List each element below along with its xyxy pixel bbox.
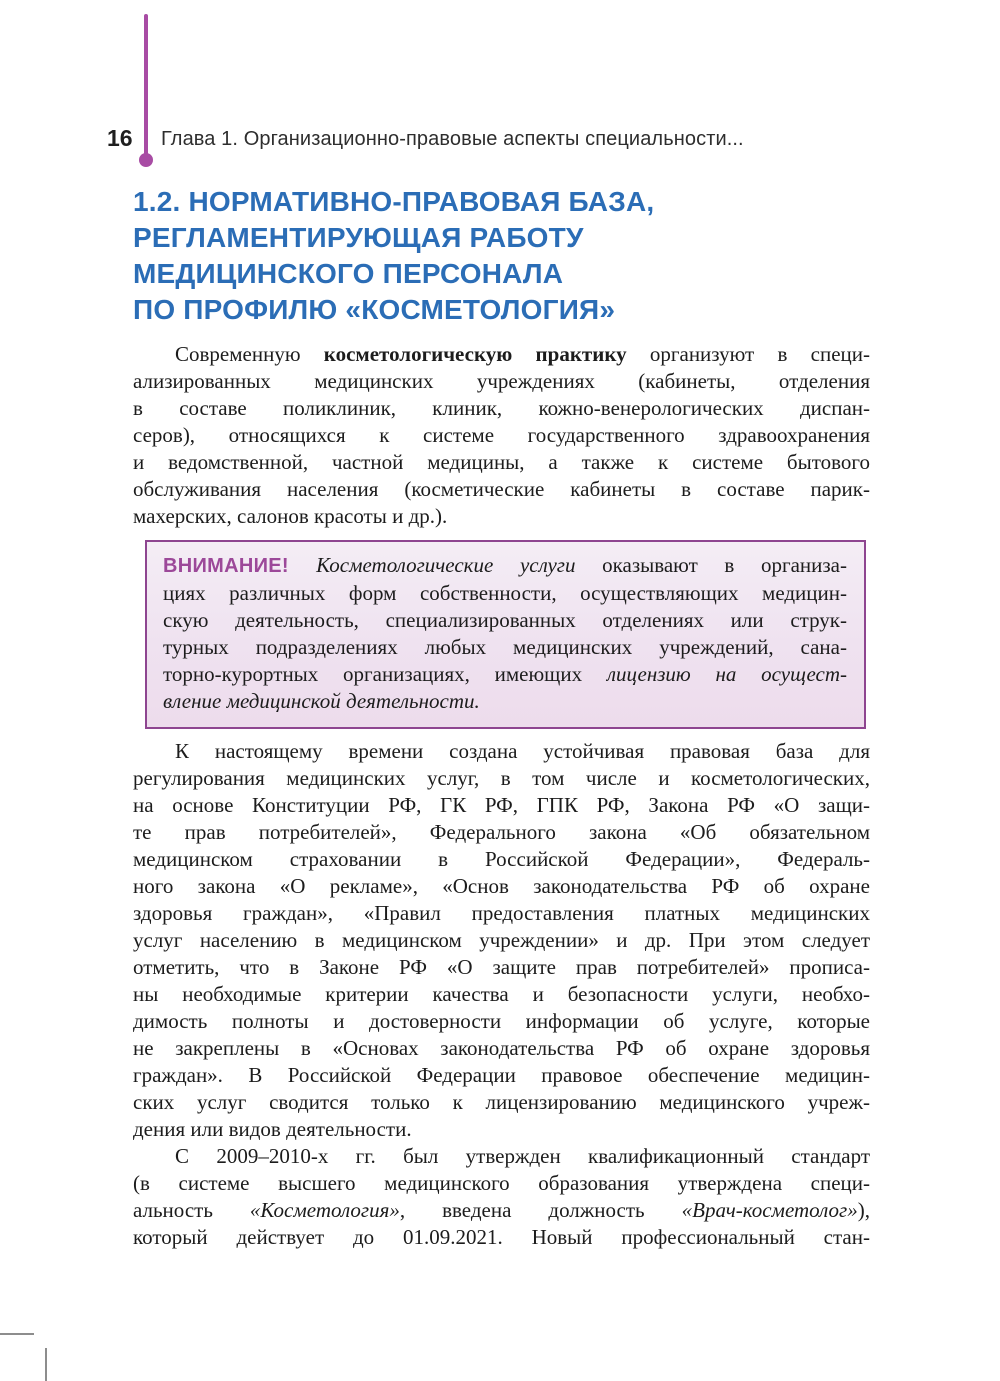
text-segment: косметологическую практику bbox=[323, 342, 627, 366]
scan-artifact-vertical-line bbox=[45, 1348, 47, 1381]
text-line bbox=[133, 368, 870, 395]
text-segment: торно-курортных организациях, имеющих bbox=[163, 662, 607, 686]
chapter-rule-line bbox=[144, 14, 148, 160]
section-heading-line-2: РЕГЛАМЕНТИРУЮЩАЯ РАБОТУ bbox=[133, 222, 584, 253]
paragraph-intro bbox=[133, 341, 870, 530]
text-line bbox=[133, 1170, 870, 1197]
text-segment: серов), относящихся к системе государственного здравоохранения bbox=[133, 423, 870, 447]
text-segment: альность bbox=[133, 1198, 250, 1222]
chapter-rule-dot bbox=[139, 153, 153, 167]
text-segment: ализированных медицинских учреждениях (кабинеты, отделения bbox=[133, 369, 870, 393]
text-segment: на основе Конституции РФ, ГК РФ, ГПК РФ, Закона РФ «О защи- bbox=[133, 793, 870, 817]
text-segment: махерских, салонов красоты и др.). bbox=[133, 504, 448, 528]
text-segment: скую деятельность, специализированных отделениях или струк- bbox=[163, 608, 847, 632]
text-segment: Современную bbox=[175, 342, 324, 366]
text-line bbox=[133, 1197, 870, 1224]
text-segment: ских услуг сводится только к лицензированию медицинского учреж- bbox=[133, 1090, 870, 1114]
text-line bbox=[133, 900, 870, 927]
text-line bbox=[133, 1224, 870, 1251]
text-line bbox=[163, 580, 847, 607]
text-segment: «Врач-косметолог» bbox=[681, 1198, 858, 1222]
text-line bbox=[133, 846, 870, 873]
section-heading-line-3: МЕДИЦИНСКОГО ПЕРСОНАЛА bbox=[133, 258, 564, 289]
text-line bbox=[133, 819, 870, 846]
text-segment: который действует до 01.09.2021. Новый профессиональный стан- bbox=[133, 1225, 870, 1249]
text-segment: дения или видов деятельности. bbox=[133, 1117, 412, 1141]
section-heading bbox=[133, 184, 883, 328]
text-segment: не закреплены в «Основах законодательства РФ об охране здоровья bbox=[133, 1036, 870, 1060]
text-segment: «Косметология» bbox=[249, 1198, 400, 1222]
paragraph-legal-base bbox=[133, 738, 870, 1143]
text-segment: оказывают в организа- bbox=[575, 553, 847, 577]
text-segment: здоровья граждан», «Правил предоставления платных медицинских bbox=[133, 901, 870, 925]
text-segment: регулирования медицинских услуг, в том числе и косметологических, bbox=[133, 766, 870, 790]
text-segment: К настоящему времени создана устойчивая правовая база для bbox=[175, 739, 870, 763]
text-line bbox=[133, 476, 870, 503]
text-segment: те прав потребителей», Федерального закона «Об обязательном bbox=[133, 820, 870, 844]
text-line bbox=[133, 422, 870, 449]
text-segment: лицензию на осущест- bbox=[606, 662, 847, 686]
text-segment: обслуживания населения (косметические кабинеты в составе парик- bbox=[133, 477, 870, 501]
text-line bbox=[133, 449, 870, 476]
text-line bbox=[133, 395, 870, 422]
text-line bbox=[133, 981, 870, 1008]
text-segment: и ведомственной, частной медицины, а также к системе бытового bbox=[133, 450, 870, 474]
text-segment: турных подразделениях любых медицинских учреждений, сана- bbox=[163, 635, 847, 659]
text-segment: ны необходимые критерии качества и безопасности услуги, необхо- bbox=[133, 982, 870, 1006]
text-segment: отметить, что в Законе РФ «О защите прав потребителей» прописа- bbox=[133, 955, 870, 979]
text-line bbox=[133, 1116, 870, 1143]
text-segment: димость полноты и достоверности информации об услуге, которые bbox=[133, 1009, 870, 1033]
text-line bbox=[133, 1008, 870, 1035]
scan-artifact-horizontal-line bbox=[0, 1333, 34, 1335]
text-line bbox=[133, 1062, 870, 1089]
text-line bbox=[163, 634, 847, 661]
section-heading-line-1: 1.2. НОРМАТИВНО-ПРАВОВАЯ БАЗА, bbox=[133, 186, 655, 217]
text-line bbox=[133, 503, 870, 530]
text-segment: (в системе высшего медицинского образования утверждена специ- bbox=[133, 1171, 870, 1195]
text-line bbox=[133, 792, 870, 819]
text-line bbox=[133, 341, 870, 368]
running-chapter-title: Глава 1. Организационно-правовые аспекты специальности... bbox=[161, 128, 744, 150]
attention-box bbox=[145, 540, 866, 729]
body-text-column bbox=[133, 738, 870, 1251]
section-heading-line-4: ПО ПРОФИЛЮ «КОСМЕТОЛОГИЯ» bbox=[133, 294, 616, 325]
page-number: 16 bbox=[107, 125, 133, 151]
text-segment: услуг населению в медицинском учреждении» и др. При этом следует bbox=[133, 928, 870, 952]
text-line bbox=[133, 765, 870, 792]
text-segment: С 2009–2010-х гг. был утвержден квалификационный стандарт bbox=[175, 1144, 870, 1168]
text-line bbox=[133, 1143, 870, 1170]
text-segment: организуют в специ- bbox=[626, 342, 870, 366]
paragraph-standard-2009 bbox=[133, 1143, 870, 1251]
text-segment: вление медицинской деятельности. bbox=[163, 689, 480, 713]
text-segment: ), bbox=[857, 1198, 870, 1222]
text-segment: Косметологические услуги bbox=[316, 553, 576, 577]
text-line bbox=[133, 1035, 870, 1062]
text-line bbox=[163, 607, 847, 634]
text-line bbox=[133, 1089, 870, 1116]
text-line bbox=[163, 661, 847, 688]
text-line bbox=[133, 927, 870, 954]
text-segment: граждан». В Российской Федерации правовое обеспечение медицин- bbox=[133, 1063, 870, 1087]
text-segment: циях различных форм собственности, осуществляющих медицин- bbox=[163, 581, 847, 605]
text-line bbox=[163, 688, 847, 715]
text-line bbox=[133, 738, 870, 765]
text-segment: , введена должность bbox=[399, 1198, 682, 1222]
text-segment: медицинском страховании в Российской Федерации», Федераль- bbox=[133, 847, 870, 871]
text-segment: ВНИМАНИЕ! bbox=[163, 555, 317, 577]
text-line bbox=[133, 873, 870, 900]
text-line bbox=[133, 954, 870, 981]
text-line bbox=[163, 552, 847, 580]
text-segment: ного закона «О рекламе», «Основ законодательства РФ об охране bbox=[133, 874, 870, 898]
text-segment: в составе поликлиник, клиник, кожно-венерологических диспан- bbox=[133, 396, 870, 420]
